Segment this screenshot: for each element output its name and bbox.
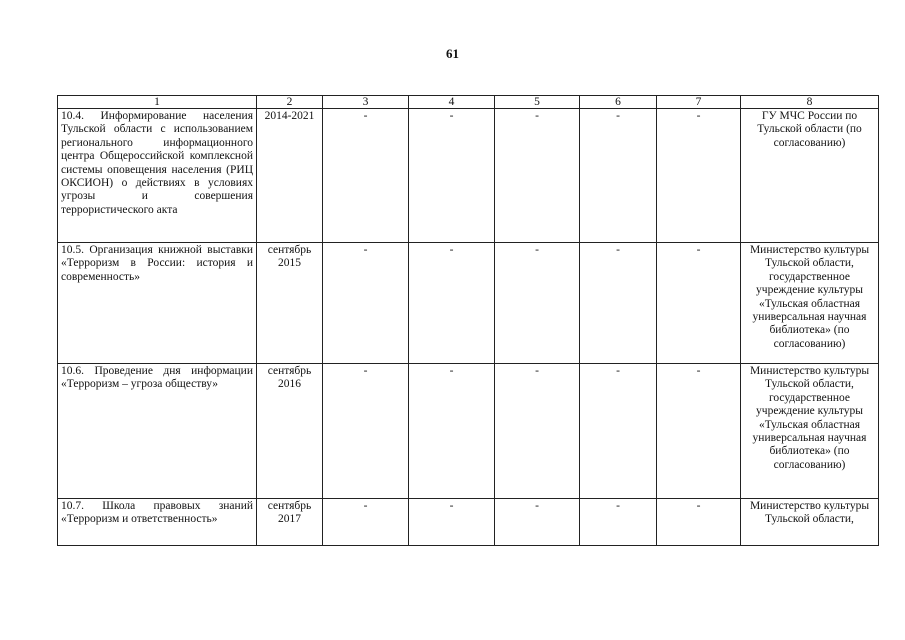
value-cell: - <box>580 109 657 243</box>
value-cell: - <box>323 243 409 364</box>
value-cell: - <box>657 243 741 364</box>
value-cell: - <box>580 243 657 364</box>
value-cell: - <box>409 109 495 243</box>
measures-table <box>57 95 879 546</box>
period-cell: сентябрь 2017 <box>257 499 323 546</box>
table-row <box>58 109 879 243</box>
value-cell: - <box>409 243 495 364</box>
column-header: 4 <box>409 96 495 109</box>
column-header: 3 <box>323 96 409 109</box>
value-cell: - <box>580 364 657 499</box>
period-cell: 2014-2021 <box>257 109 323 243</box>
value-cell: - <box>323 499 409 546</box>
event-cell: 10.7. Школа правовых знаний «Терроризм и ответственность» <box>58 499 257 546</box>
column-header: 7 <box>657 96 741 109</box>
value-cell: - <box>657 499 741 546</box>
table-row <box>58 243 879 364</box>
value-cell: - <box>657 109 741 243</box>
column-header: 1 <box>58 96 257 109</box>
executor-cell: ГУ МЧС России по Тульской области (по согласованию) <box>741 109 879 243</box>
value-cell: - <box>409 364 495 499</box>
column-header: 2 <box>257 96 323 109</box>
period-cell: сентябрь 2016 <box>257 364 323 499</box>
value-cell: - <box>657 364 741 499</box>
event-cell: 10.6. Проведение дня информации «Терроризм – угроза обществу» <box>58 364 257 499</box>
column-header: 5 <box>495 96 580 109</box>
value-cell: - <box>409 499 495 546</box>
header-row <box>58 96 879 109</box>
value-cell: - <box>580 499 657 546</box>
executor-cell: Министерство культуры Тульской области, <box>741 499 879 546</box>
event-cell: 10.5. Организация книжной выставки «Терроризм в России: история и современность» <box>58 243 257 364</box>
table-row <box>58 499 879 546</box>
page-number: 61 <box>446 46 459 61</box>
column-header: 6 <box>580 96 657 109</box>
value-cell: - <box>495 499 580 546</box>
column-header: 8 <box>741 96 879 109</box>
table-row <box>58 364 879 499</box>
event-cell: 10.4. Информирование населения Тульской области с использованием регионального информационного центра Общероссийской комплексной системы оповещения населения (РИЦ ОКСИОН) о действиях в условиях угрозы и совершения террористического акта <box>58 109 257 243</box>
value-cell: - <box>323 364 409 499</box>
executor-cell: Министерство культуры Тульской области, государственное учреждение культуры «Тульская областная универсальная научная библиотека» (по согласованию) <box>741 243 879 364</box>
period-cell: сентябрь 2015 <box>257 243 323 364</box>
value-cell: - <box>495 109 580 243</box>
executor-cell: Министерство культуры Тульской области, государственное учреждение культуры «Тульская областная универсальная научная библиотека» (по согласованию) <box>741 364 879 499</box>
value-cell: - <box>495 243 580 364</box>
value-cell: - <box>495 364 580 499</box>
value-cell: - <box>323 109 409 243</box>
